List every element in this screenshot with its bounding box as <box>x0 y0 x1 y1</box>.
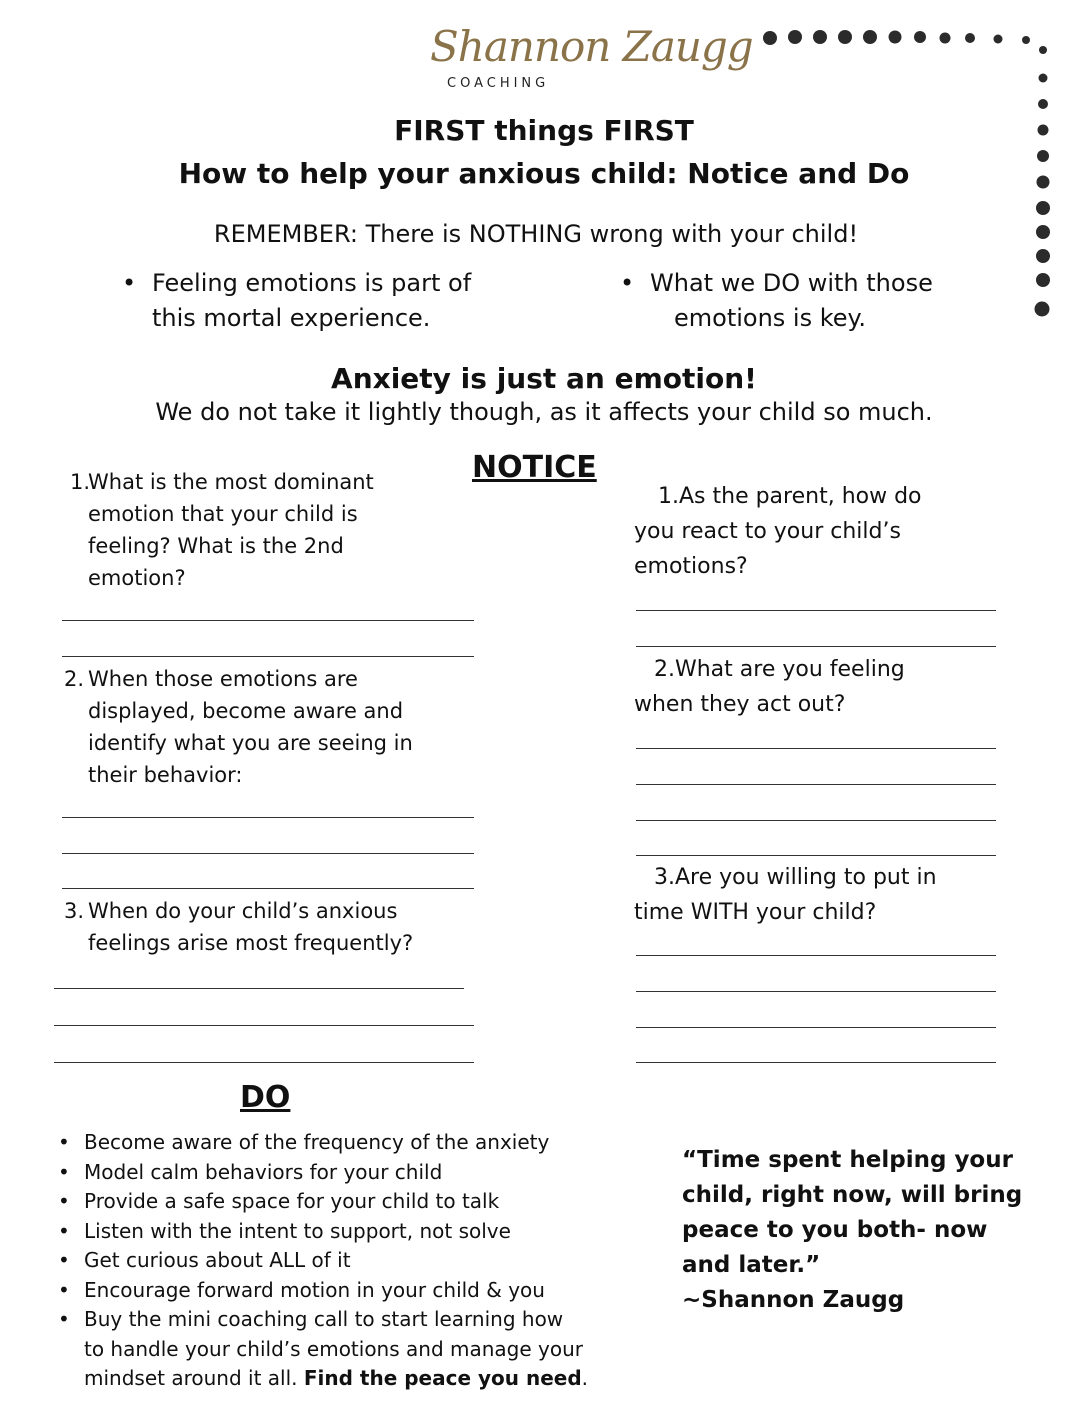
quote-author: ~Shannon Zaugg <box>682 1287 905 1313</box>
question-text-rest: time WITH your child? <box>634 900 877 925</box>
list-item: • Listen with the intent to support, not solve <box>58 1217 618 1247</box>
anxiety-heading: Anxiety is just an emotion! <box>331 362 757 395</box>
bullet-dot-icon: • <box>58 1159 70 1184</box>
brand-logo-sub: COACHING <box>447 76 550 91</box>
bullet-right-text-line2: emotions is key. <box>674 304 866 332</box>
brand-logo-name: Shannon Zaugg <box>430 22 753 71</box>
quote-text: “Time spent helping your child, right now, will bring peace to you both- now and later.” <box>682 1147 1023 1278</box>
notice-heading: NOTICE <box>472 450 597 485</box>
question-text: When do your child’s anxious feelings arise most frequently? <box>88 899 414 955</box>
bullet-left-text: Feeling emotions is part of this mortal experience. <box>152 269 472 332</box>
answer-line[interactable] <box>62 817 474 818</box>
answer-line[interactable] <box>636 955 996 956</box>
bullet-dot-icon: • <box>58 1277 70 1302</box>
bullet-dot-icon: • <box>620 269 635 297</box>
do-heading: DO <box>240 1080 291 1115</box>
bullet-dot-icon: • <box>58 1307 70 1331</box>
parent-question-3 <box>634 860 1024 930</box>
question-text: When those emotions are displayed, become aware and identify what you are seeing in their behavior: <box>88 667 413 787</box>
question-number: 3. <box>64 899 85 923</box>
quote-block <box>682 1143 1042 1318</box>
do-list <box>58 1128 618 1394</box>
list-item: • Provide a safe space for your child to talk <box>58 1187 618 1217</box>
answer-line[interactable] <box>62 853 474 854</box>
answer-line[interactable] <box>54 1025 474 1026</box>
list-item: • Get curious about ALL of it <box>58 1246 618 1276</box>
answer-line[interactable] <box>54 988 464 989</box>
list-item: • Become aware of the frequency of the anxiety <box>58 1128 618 1158</box>
answer-line[interactable] <box>636 820 996 821</box>
question-number: 1. <box>70 470 91 494</box>
bullet-dot-icon: • <box>58 1218 70 1243</box>
question-text-rest: when they act out? <box>634 692 846 717</box>
anxiety-subtext: We do not take it lightly though, as it affects your child so much. <box>155 398 933 426</box>
remember-statement: REMEMBER: There is NOTHING wrong with your child! <box>213 220 859 248</box>
bullet-right-text-line1: What we DO with those <box>650 269 933 297</box>
answer-line[interactable] <box>636 784 996 785</box>
bullet-dot-icon: • <box>122 269 137 297</box>
answer-line[interactable] <box>636 1062 996 1063</box>
list-item-coaching-call: • Buy the mini coaching call to start learning how to handle your child’s emotions and manage your mindset around it all. Find the peace you need. <box>58 1307 589 1390</box>
answer-line[interactable] <box>636 991 996 992</box>
list-item: • Model calm behaviors for your child <box>58 1158 618 1188</box>
question-text-line1: 2.What are you feeling <box>654 657 905 682</box>
question-text-line1: 1.As the parent, how do <box>658 484 922 509</box>
bullet-dot-icon: • <box>58 1248 70 1272</box>
list-item: • Encourage forward motion in your child & you <box>58 1276 618 1306</box>
answer-line[interactable] <box>62 620 474 621</box>
question-text-line1: 3.Are you willing to put in <box>654 865 937 890</box>
parent-question-2 <box>634 652 1024 722</box>
answer-line[interactable] <box>62 656 474 657</box>
answer-line[interactable] <box>636 855 996 856</box>
page-subtitle: How to help your anxious child: Notice and Do <box>178 157 910 190</box>
parent-question-1 <box>634 479 1024 584</box>
answer-line[interactable] <box>62 888 474 889</box>
bullet-dot-icon: • <box>58 1130 70 1154</box>
answer-line[interactable] <box>636 748 996 749</box>
bullet-dot-icon: • <box>58 1189 70 1213</box>
question-text-rest: you react to your child’s emotions? <box>634 519 901 579</box>
answer-line[interactable] <box>636 646 996 647</box>
answer-line[interactable] <box>636 610 996 611</box>
page-title: FIRST things FIRST <box>394 114 694 147</box>
peace-callout: Find the peace you need <box>303 1366 582 1390</box>
question-number: 2. <box>64 667 85 691</box>
answer-line[interactable] <box>54 1062 474 1063</box>
question-text: What is the most dominant emotion that your child is feeling? What is the 2nd emotion? <box>88 470 374 590</box>
answer-line[interactable] <box>636 1027 996 1028</box>
